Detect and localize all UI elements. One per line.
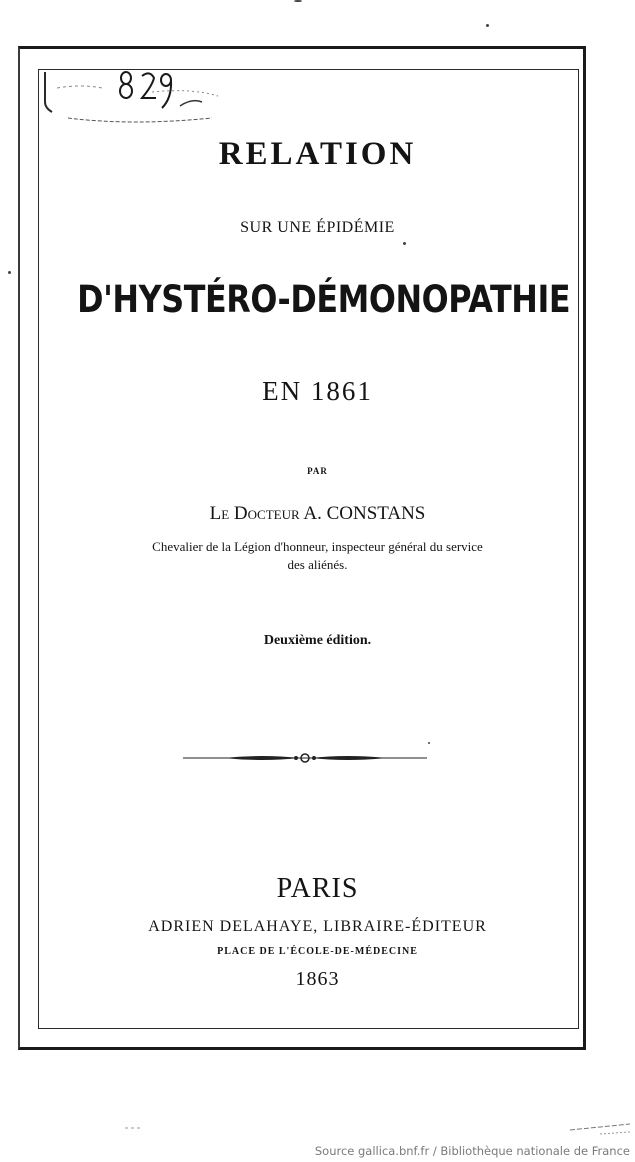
library-shelfmark-stamp: [42, 68, 220, 124]
author-name: A. CONSTANS: [303, 503, 426, 524]
author-prefix: Le Docteur: [209, 503, 300, 524]
scan-speck: [486, 24, 489, 27]
by-label: PAR: [307, 466, 328, 476]
decorative-rule-ornament: [183, 751, 427, 765]
edition-note: Deuxième édition.: [263, 633, 372, 648]
author-description-line-2: des aliénés.: [287, 557, 348, 572]
title-relation: RELATION: [218, 136, 417, 172]
publication-year: 1863: [295, 968, 340, 990]
publisher-address: PLACE DE L'ÉCOLE-DE-MÉDECINE: [217, 946, 418, 957]
main-title: D'HYSTÉRO-DÉMONOPATHIE: [77, 278, 571, 321]
author-line: [0, 503, 635, 525]
scan-speck: [294, 0, 302, 2]
scan-marks: [100, 1118, 635, 1138]
title-year: EN 1861: [262, 376, 373, 406]
publisher: ADRIEN DELAHAYE, LIBRAIRE-ÉDITEUR: [148, 918, 487, 935]
source-credit: Source gallica.bnf.fr / Bibliothèque nationale de France: [314, 1144, 630, 1158]
subtitle-epidemie: SUR UNE ÉPIDÉMIE: [240, 219, 395, 236]
publication-city: PARIS: [276, 873, 359, 904]
scan-speck: [8, 271, 11, 274]
author-description-line-1: Chevalier de la Légion d'honneur, inspecteur général du service: [152, 539, 483, 554]
